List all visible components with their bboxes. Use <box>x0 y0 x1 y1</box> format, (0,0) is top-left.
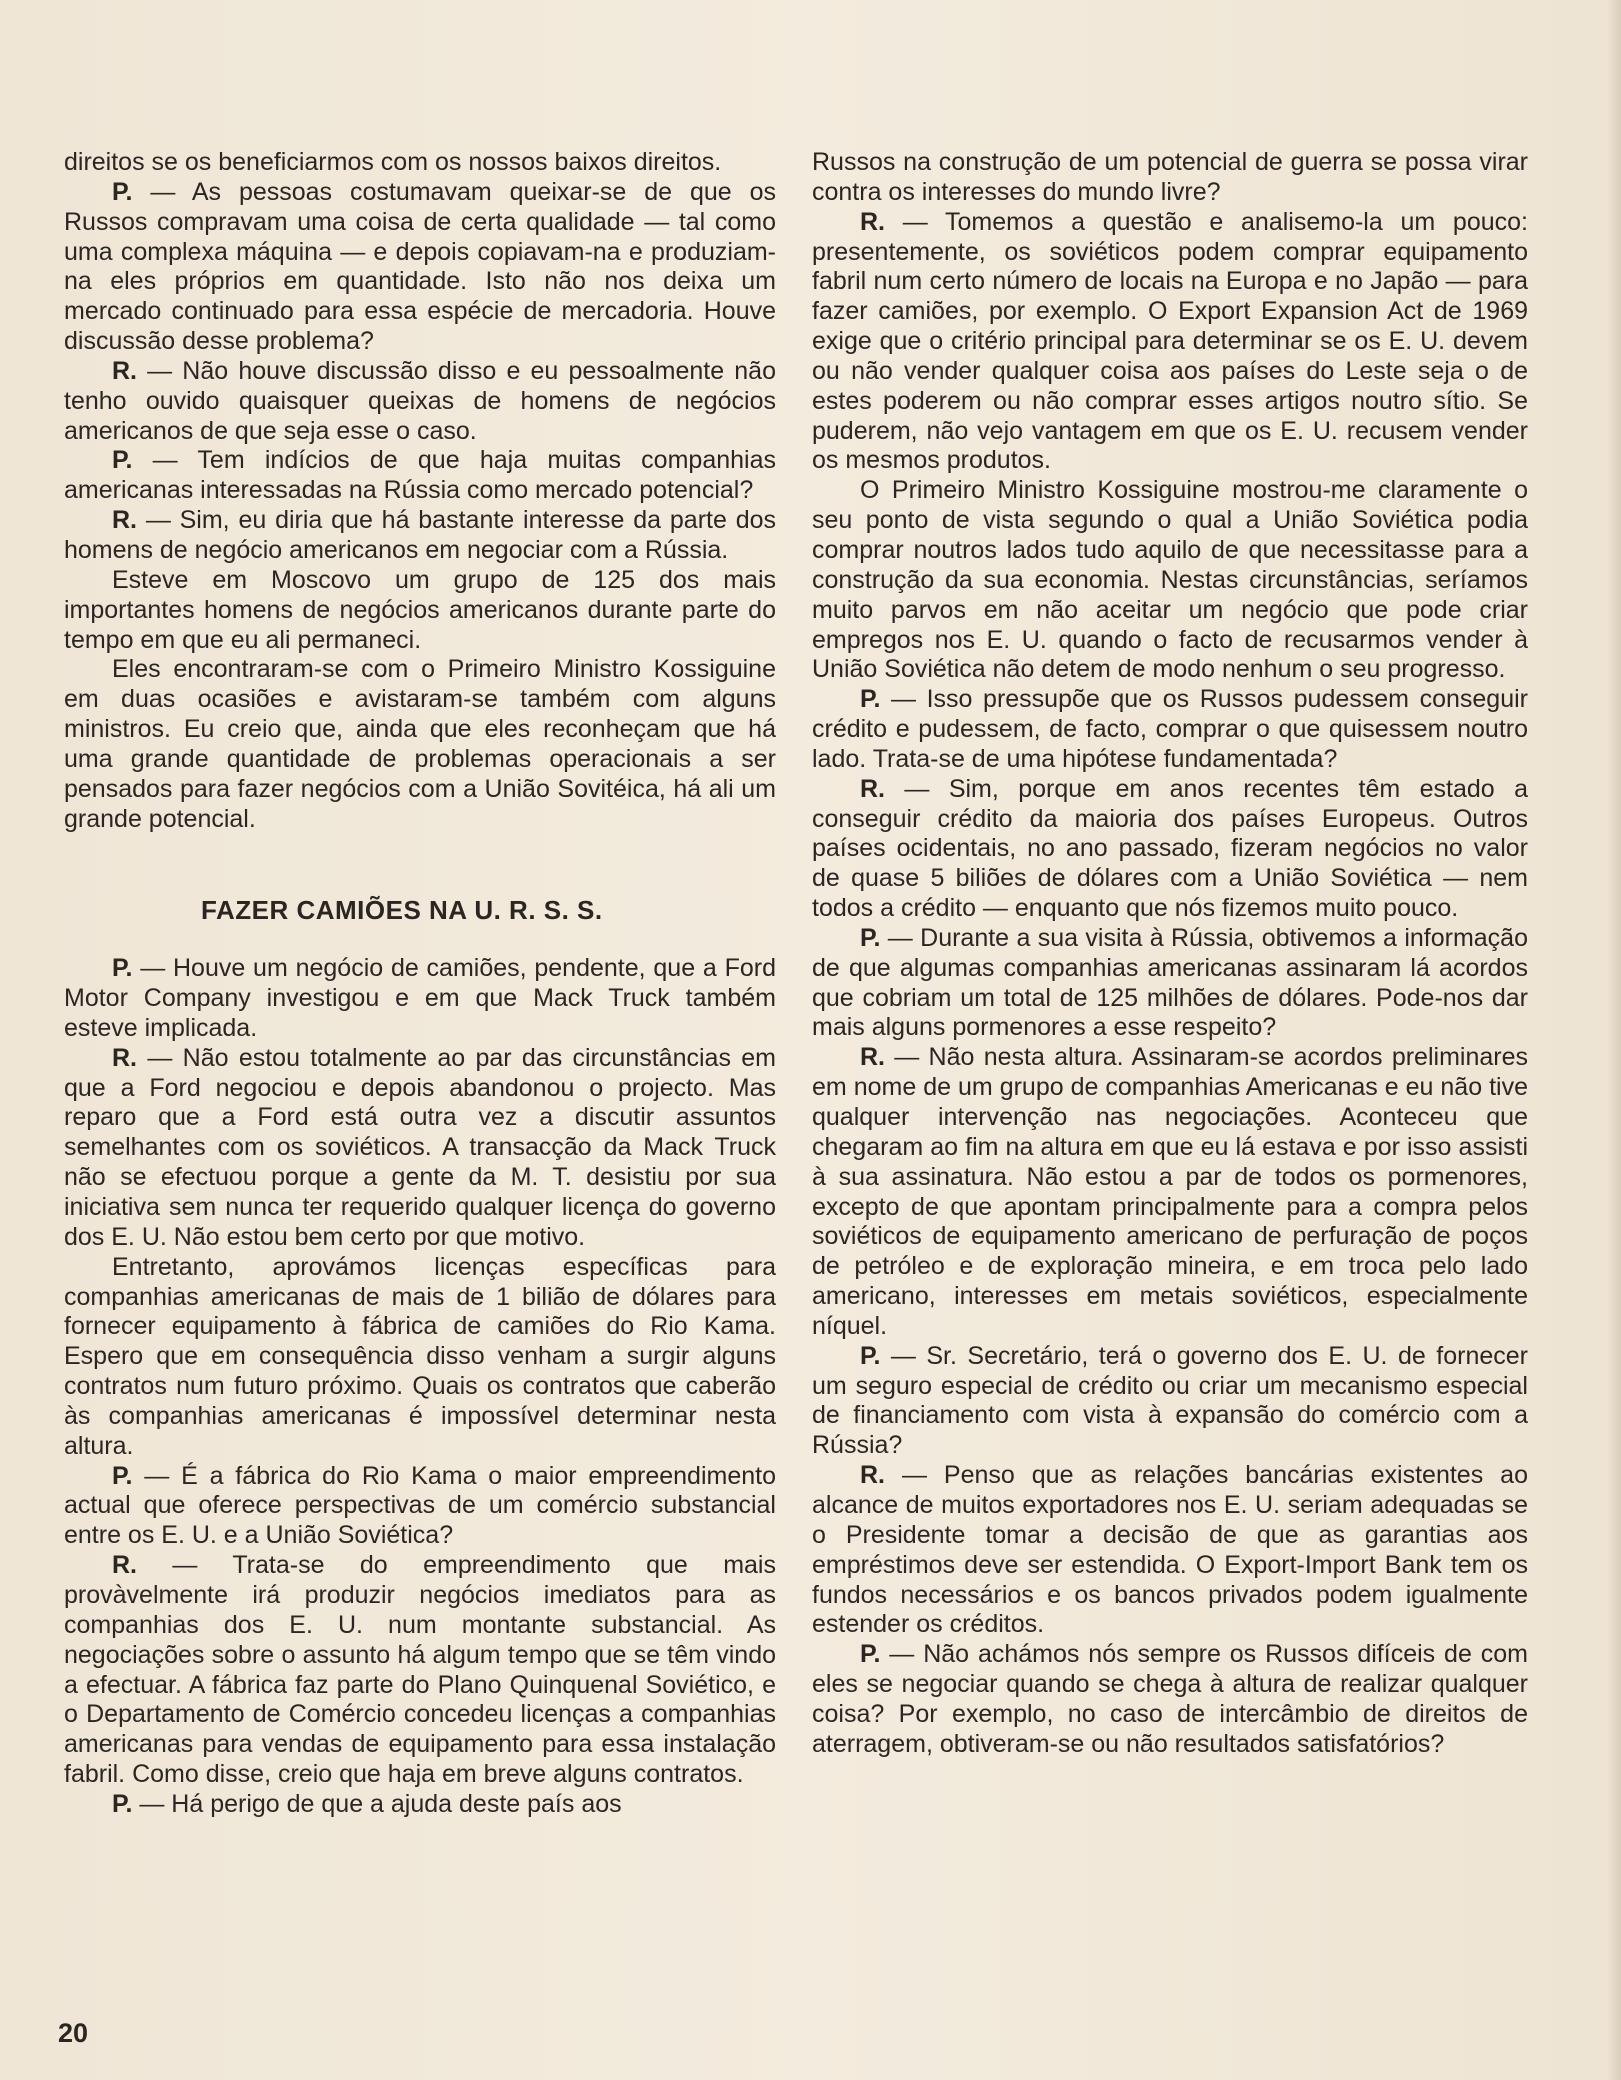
right-column <box>812 148 1528 1760</box>
paragraph <box>64 357 776 447</box>
section-heading: FAZER CAMIÕES NA U. R. S. S. <box>201 895 603 926</box>
paragraph <box>812 685 1528 775</box>
paragraph-text: direitos se os beneficiarmos com os nossos baixos direitos. <box>64 148 722 176</box>
paragraph-text: — Sim, porque em anos recentes têm estado a conseguir crédito da maioria dos países Europeus. Outros países ocidentais, no ano passado, fizeram negócios no valor de quase 5 biliões de dólares com a União Soviética — nem todos a crédito — enquanto que nós fizemos muito pouco. <box>812 774 1528 923</box>
paragraph-text: — Não achámos nós sempre os Russos difíceis de com eles se negociar quando se chega à altura de realizar qualquer coisa? Por exemplo, no caso de intercâmbio de direitos de aterragem, obtiveram-se ou não resultados satisfatórios? <box>812 1640 1528 1758</box>
paragraph <box>812 924 1528 1043</box>
paragraph-text: — Houve um negócio de camiões, pendente, que a Ford Motor Company investigou e em que Mack Truck também esteve implicada. <box>64 954 776 1042</box>
speaker-label: P. <box>112 1461 133 1490</box>
paragraph <box>812 476 1528 685</box>
paragraph <box>812 1342 1528 1461</box>
paragraph-text: — Sr. Secretário, terá o governo dos E. U. de fornecer um seguro especial de crédito ou criar um mecanismo especial de financiamento com vista à expansão do comércio com a Rússia? <box>812 1341 1528 1460</box>
paragraph-text: — Não estou totalmente ao par das circunstâncias em que a Ford negociou e depois abandonou o projecto. Mas reparo que a Ford está outra vez a discutir assuntos semelhantes com os soviéticos. A transacção da Mack Truck não se efectuou porque a gente da M. T. desistiu por sua iniciativa sem nunca ter requerido qualquer licença do governo dos E. U. Não estou bem certo por que motivo. <box>64 1043 776 1251</box>
paragraph-text: — Não houve discussão disso e eu pessoalmente não tenho ouvido quaisquer queixas de homens de negócios americanos de que seja esse o caso. <box>64 356 776 445</box>
paragraph-text: — Há perigo de que a ajuda deste país aos <box>132 1789 622 1818</box>
paragraph <box>64 1253 776 1462</box>
speaker-label: R. <box>112 1551 137 1580</box>
left-column <box>64 148 776 1820</box>
paragraph <box>64 1790 776 1820</box>
paragraph <box>812 1461 1528 1640</box>
paragraph-text: — Trata-se do empreendimento que mais provàvelmente irá produzir negócios imediatos para as companhias dos E. U. num montante substancial. As negociações sobre o assunto há algum tempo que se têm vindo a efectuar. A fábrica faz parte do Plano Quinquenal Soviético, e o Departamento de Comércio concedeu licenças a companhias americanas para vendas de equipamento para essa instalação fabril. Como disse, creio que haja em breve alguns contratos. <box>64 1551 776 1789</box>
paragraph-text: — Durante a sua visita à Rússia, obtivemos a informação de que algumas companhias americanas assinaram lá acordos que cobriam um total de 125 milhões de dólares. Pode-nos dar mais alguns pormenores a esse respeito? <box>812 923 1528 1042</box>
paragraph-text: — Tomemos a questão e analisemo-la um pouco: presentemente, os soviéticos podem comprar equipamento fabril num certo número de locais na Europa e no Japão — para fazer camiões, por exemplo. O Export Expansion Act de 1969 exige que o critério principal para determinar se os E. U. devem ou não vender qualquer coisa aos países do Leste seja o de estes poderem ou não comprar esses artigos noutro sítio. Se puderem, não vejo vantagem em que os E. U. recusem vender os mesmos produtos. <box>812 207 1528 475</box>
paragraph-text: O Primeiro Ministro Kossiguine mostrou-me claramente o seu ponto de vista segundo o qual a União Soviética podia comprar noutros lados tudo aquilo de que necessitasse para a construção da sua economia. Nestas circunstâncias, seríamos muito parvos em não aceitar um negócio que pode criar empregos nos E. U. quando o facto de recusarmos vender à União Soviética não detem de modo nenhum o seu progresso. <box>812 476 1528 684</box>
paragraph-text: — Não nesta altura. Assinaram-se acordos preliminares em nome de um grupo de companhias Americanas e eu não tive qualquer intervenção nas negociações. Aconteceu que chegaram ao fim na altura em que eu lá estava e por isso assisti à sua assinatura. Não estou a par de todos os pormenores, excepto de que apontam principalmente para a compra pelos soviéticos de equipamento americano de perfuração de poços de petróleo e de exploração mineira, e em troca pelo lado americano, interesses em metais soviéticos, especialmente níquel. <box>812 1043 1528 1340</box>
paragraph <box>812 148 1528 208</box>
paragraph <box>64 148 776 178</box>
paragraph <box>64 954 776 1044</box>
paragraph-text: — Tem indícios de que haja muitas companhias americanas interessadas na Rússia como mercado potencial? <box>64 446 776 505</box>
speaker-label: P. <box>860 1640 881 1669</box>
paragraph-text: Eles encontraram-se com o Primeiro Ministro Kossiguine em duas ocasiões e avistaram-se também com alguns ministros. Eu creio que, ainda que eles reconheçam que há uma grande quantidade de problemas operacionais a ser pensados para fazer negócios com a União Sovitéica, há ali um grande potencial. <box>64 655 776 833</box>
paragraph <box>812 208 1528 477</box>
paragraph-text: Russos na construção de um potencial de guerra se possa virar contra os interesses do mundo livre? <box>812 148 1528 206</box>
speaker-label: P. <box>860 685 881 714</box>
paragraph-text: — Isso pressupõe que os Russos pudessem conseguir crédito e pudessem, de facto, comprar o que quisessem noutro lado. Trata-se de uma hipótese fundamentada? <box>812 685 1528 773</box>
speaker-label: P. <box>860 1341 881 1370</box>
speaker-label: R. <box>112 356 137 385</box>
speaker-label: P. <box>112 446 133 475</box>
paragraph-text: — Penso que as relações bancárias existentes ao alcance de muitos exportadores nos E. U. seriam adequadas se o Presidente tomar a decisão de que as garantias aos empréstimos deve ser estendida. O Export-Import Bank tem os fundos necessários e os bancos privados podem igualmente estender os créditos. <box>812 1461 1528 1639</box>
paragraph <box>812 1640 1528 1759</box>
paragraph-text: — As pessoas costumavam queixar-se de que os Russos compravam uma coisa de certa qualidade — tal como uma complexa máquina — e depois copiavam-na e produziam-na eles próprios em quantidade. Isto não nos deixa um mercado continuado para essa espécie de mercadoria. Houve discussão desse problema? <box>64 177 776 356</box>
paragraph <box>812 775 1528 924</box>
speaker-label: R. <box>860 774 885 803</box>
speaker-label: P. <box>112 177 133 206</box>
speaker-label: P. <box>112 1789 133 1818</box>
speaker-label: R. <box>860 1043 885 1072</box>
paragraph <box>64 655 776 834</box>
speaker-label: R. <box>112 1043 137 1072</box>
speaker-label: R. <box>860 1461 885 1490</box>
paragraph-text: — É a fábrica do Rio Kama o maior empreendimento actual que oferece perspectivas de um comércio substancial entre os E. U. e a União Soviética? <box>64 1461 776 1550</box>
speaker-label: R. <box>112 506 137 535</box>
paragraph <box>812 1043 1528 1341</box>
paragraph <box>64 178 776 357</box>
paragraph-text: — Sim, eu diria que há bastante interesse da parte dos homens de negócio americanos em negociar com a Rússia. <box>64 506 776 564</box>
paragraph <box>64 1044 776 1253</box>
paragraph-text: Entretanto, aprovámos licenças específicas para companhias americanas de mais de 1 bilião de dólares para fornecer equipamento à fábrica de camiões do Rio Kama. Espero que em consequência disso venham a surgir alguns contratos num futuro próximo. Quais os contratos que caberão às companhias americanas é impossível determinar nesta altura. <box>64 1252 776 1460</box>
page-edge-shadow <box>1607 0 1621 2080</box>
paragraph <box>64 566 776 656</box>
page-number: 20 <box>58 2018 89 2048</box>
paragraph-text: Esteve em Moscovo um grupo de 125 dos mais importantes homens de negócios americanos durante parte do tempo em que eu ali permaneci. <box>64 565 776 654</box>
paragraph <box>64 1551 776 1790</box>
speaker-label: R. <box>860 207 885 236</box>
paragraph <box>64 1462 776 1552</box>
paragraph <box>64 446 776 506</box>
speaker-label: P. <box>112 954 133 983</box>
speaker-label: P. <box>860 923 881 952</box>
paragraph <box>64 506 776 566</box>
